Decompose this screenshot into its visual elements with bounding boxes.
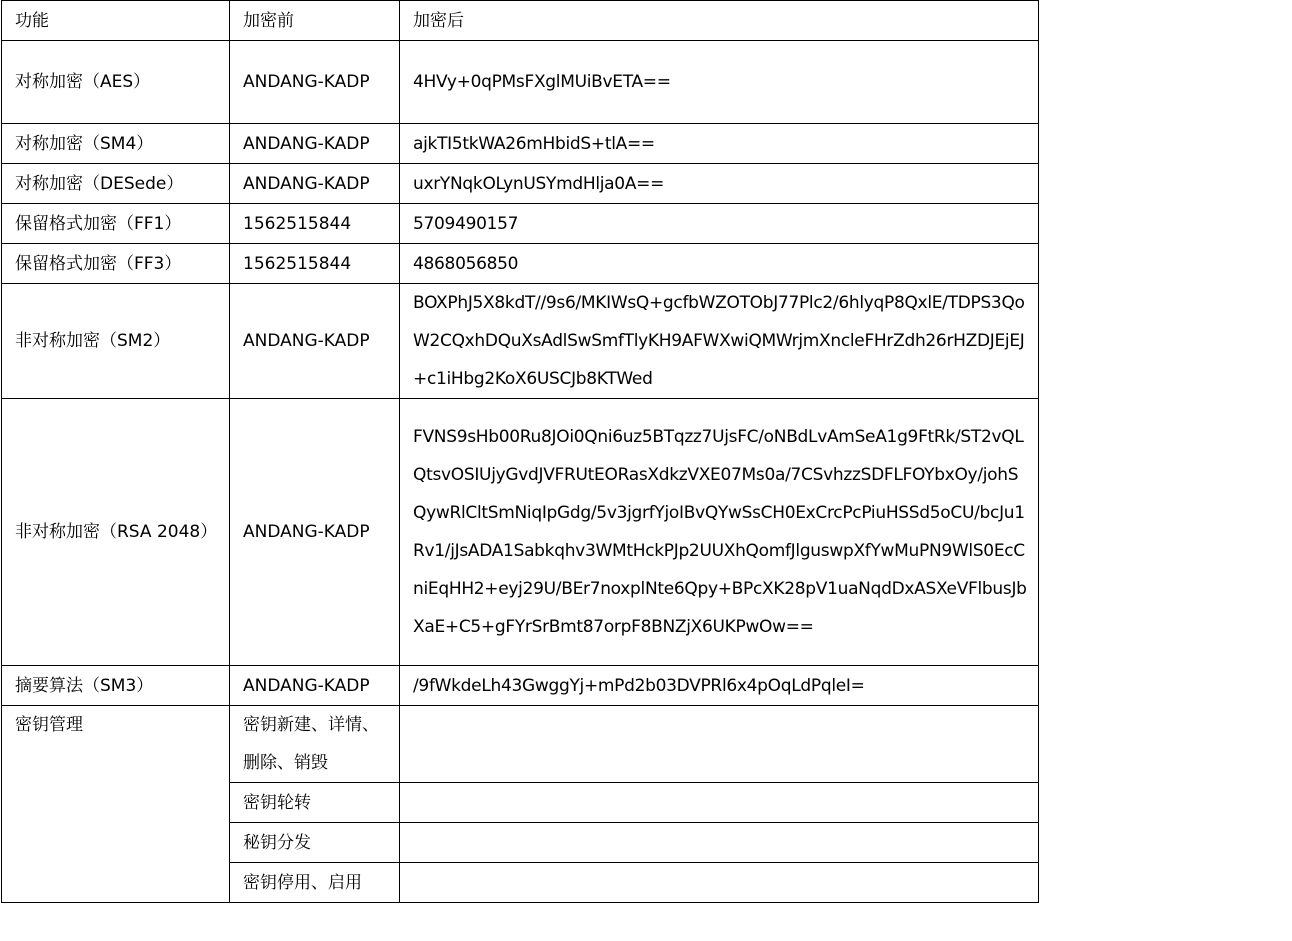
- empty-cell: [400, 783, 1039, 823]
- function-cell: 保留格式加密（FF3）: [2, 244, 230, 284]
- before-cell: ANDANG-KADP: [230, 41, 400, 124]
- header-before: 加密前: [230, 1, 400, 41]
- before-cell: ANDANG-KADP: [230, 164, 400, 204]
- before-cell: ANDANG-KADP: [230, 124, 400, 164]
- key-management-item: 秘钥分发: [230, 823, 400, 863]
- function-cell: 非对称加密（SM2）: [2, 284, 230, 399]
- after-cell: 4HVy+0qPMsFXglMUiBvETA==: [400, 41, 1039, 124]
- empty-cell: [400, 863, 1039, 903]
- header-after: 加密后: [400, 1, 1039, 41]
- table-row: [2, 399, 1039, 666]
- key-management-item: 密钥新建、详情、删除、销毁: [230, 706, 400, 783]
- empty-cell: [400, 706, 1039, 783]
- table-row: [2, 204, 1039, 244]
- table-row: [2, 666, 1039, 706]
- after-cell: 4868056850: [400, 244, 1039, 284]
- table-row: [2, 124, 1039, 164]
- function-cell: 保留格式加密（FF1）: [2, 204, 230, 244]
- key-management-function-cell: 密钥管理: [2, 706, 230, 903]
- function-cell: 摘要算法（SM3）: [2, 666, 230, 706]
- crypto-function-table: [1, 0, 1039, 903]
- table-header-row: [2, 1, 1039, 41]
- before-cell: ANDANG-KADP: [230, 666, 400, 706]
- table-row: [2, 244, 1039, 284]
- after-cell: /9fWkdeLh43GwggYj+mPd2b03DVPRl6x4pOqLdPqleI=: [400, 666, 1039, 706]
- before-cell: ANDANG-KADP: [230, 399, 400, 666]
- empty-cell: [400, 823, 1039, 863]
- function-cell: 对称加密（DESede）: [2, 164, 230, 204]
- key-management-item: 密钥停用、启用: [230, 863, 400, 903]
- header-function: 功能: [2, 1, 230, 41]
- table-row: [2, 284, 1039, 399]
- key-management-item: 密钥轮转: [230, 783, 400, 823]
- table-row: [2, 41, 1039, 124]
- before-cell: 1562515844: [230, 204, 400, 244]
- before-cell: 1562515844: [230, 244, 400, 284]
- function-cell: 对称加密（AES）: [2, 41, 230, 124]
- function-cell: 非对称加密（RSA 2048）: [2, 399, 230, 666]
- after-cell: uxrYNqkOLynUSYmdHlja0A==: [400, 164, 1039, 204]
- key-management-row: [2, 706, 1039, 783]
- before-cell: ANDANG-KADP: [230, 284, 400, 399]
- function-cell: 对称加密（SM4）: [2, 124, 230, 164]
- after-cell: 5709490157: [400, 204, 1039, 244]
- table-row: [2, 164, 1039, 204]
- after-cell: FVNS9sHb00Ru8JOi0Qni6uz5BTqzz7UjsFC/oNBdLvAmSeA1g9FtRk/ST2vQLQtsvOSIUjyGvdJVFRUtEORasXdkzVXE07Ms0a/7CSvhzzSDFLFOYbxOy/johSQywRlCltSmNiqIpGdg/5v3jgrfYjoIBvQYwSsCH0ExCrcPcPiuHSSd5oCU/bcJu1Rv1/jJsADA1Sabkqhv3WMtHckPJp2UUXhQomfJlguswpXfYwMuPN9WlS0EcCniEqHH2+eyj29U/BEr7noxplNte6Qpy+BPcXK28pV1uaNqdDxASXeVFlbusJbXaE+C5+gFYrSrBmt87orpF8BNZjX6UKPwOw==: [400, 399, 1039, 666]
- after-cell: BOXPhJ5X8kdT//9s6/MKIWsQ+gcfbWZOTObJ77Plc2/6hlyqP8QxlE/TDPS3QoW2CQxhDQuXsAdlSwSmfTlyKH9AFWXwiQMWrjmXncleFHrZdh26rHZDJEjEJ+c1iHbg2KoX6USCJb8KTWed: [400, 284, 1039, 399]
- after-cell: ajkTI5tkWA26mHbidS+tlA==: [400, 124, 1039, 164]
